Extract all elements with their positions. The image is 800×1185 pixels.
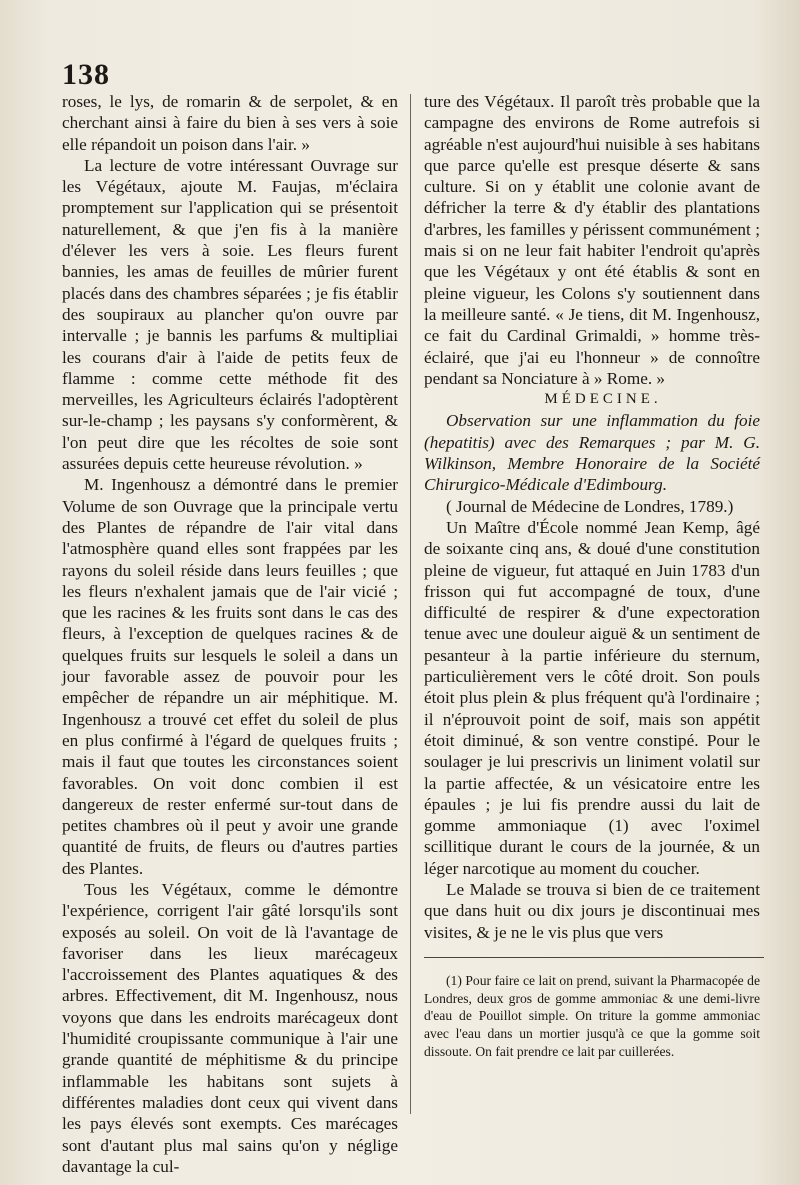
article-title: Observation sur une inflammation du foie (hepatitis) avec des Remarques ; par M. G. Wilkinson, Membre Honoraire de la Société Chirurgico-Médicale d'Edimbourg.: [424, 411, 760, 495]
paragraph: roses, le lys, de romarin & de serpolet, & en cherchant ainsi à faire du bien à ses vers à soie elle répandoit un poison dans l'air. »: [62, 92, 398, 154]
left-column: [62, 91, 398, 1177]
paragraph: Un Maître d'École nommé Jean Kemp, âgé de soixante cinq ans, & doué d'une constitution pleine de vigueur, fut attaqué en Juin 1783 d'un frisson qui fut accompagné de toux, d'une difficulté de respirer & d'une expectoration tenue avec une douleur aiguë & un sentiment de pesanteur à la partie inférieure du sternum, particulièrement vers le côté droit. Son pouls étoit plus plein & plus fréquent qu'à l'ordinaire ; il n'éprouvoit point de soif, mais son appétit étoit diminué, & son ventre constipé. Pour le soulager je lui prescrivis un liniment volatil sur la partie affectée, & un vésicatoire entre les épaules ; je lui fis prendre aussi du lait de gomme ammoniaque (1) avec l'oximel scillitique durant le cours de la journée, & un léger narcotique au moment du coucher.: [424, 517, 760, 878]
paragraph: Le Malade se trouva si bien de ce traitement que dans huit ou dix jours je discontinuai mes visites, & je ne le vis plus que vers: [424, 879, 760, 942]
article-source: ( Journal de Médecine de Londres, 1789.): [446, 496, 734, 516]
page-number: 138: [62, 58, 110, 91]
right-column: [424, 91, 760, 1061]
paragraph: La lecture de votre intéressant Ouvrage sur les Végétaux, ajoute M. Faujas, m'éclaira promptement sur l'application qui se présentoit naturellement, & que j'en fis à la manière d'élever les vers à soie. Les fleurs furent bannies, les amas de feuilles de mûrier furent placés dans des chambres séparées ; je fis établir des soupiraux au plancher qu'on ouvre par intervalle ; je bannis les parfums & multipliai les courans d'air à l'aide de petits feux de flamme : comme cette méthode fit des merveilles, les Agriculteurs éclairés l'adoptèrent sur-le-champ ; les paysans s'y conformèrent, & l'on peut dire que les récoltes de soie sont assurées depuis cette heureuse révolution. »: [62, 155, 398, 474]
footnote-divider: [424, 957, 764, 958]
column-divider: [410, 94, 411, 1114]
section-title: MÉDECINE.: [544, 391, 662, 408]
paragraph: M. Ingenhousz a démontré dans le premier Volume de son Ouvrage que la principale vertu des Plantes de répandre de l'air vital dans l'atmosphère quand elles sont frappées par les rayons du soleil réside dans leurs feuilles ; que les fleurs n'exhalent jamais que de l'air vicié ; que les racines & les fruits sont dans le cas des fleurs, à l'exception de quelques racines & de quelques fruits sur lesquels le soleil a dans un jour favorable assez de pouvoir pour les empêcher de répandre un air méphitique. M. Ingenhousz a trouvé cet effet du soleil de plus en plus confirmé à l'égard de quelques fruits ; mais il faut que toutes les circonstances soient favorables. On voit donc combien il est dangereux de rester enfermé sur-tout dans de petites chambres où il peut y avoir une grande quantité de fruits, de fleurs ou d'autres parties des Plantes.: [62, 475, 398, 878]
paragraph: ture des Végétaux. Il paroît très probable que la campagne des environs de Rome autrefois si agréable n'est aujourd'hui nuisible à ses habitans que parce qu'elle est presque déserte & sans culture. Si on y établit une colonie avant de défricher la terre & d'y établir des plantations d'arbres, les familles y périssent communément ; mais si on ne leur fait habiter l'endroit qu'après que les Végétaux y ont été établis & sont en pleine vigueur, les Colons s'y soutiennent dans la meilleure santé. « Je tiens, dit M. Ingenhousz, ce fait du Cardinal Grimaldi, » homme très-éclairé, que j'ai eu l'honneur » de connoître pendant sa Nonciature à » Rome. »: [424, 92, 760, 388]
footnote: (1) Pour faire ce lait on prend, suivant la Pharmacopée de Londres, deux gros de gomme ammoniac & une demi-livre d'eau de Pouillot simple. On triture la gomme ammoniac avec l'eau dans un mortier jusqu'à ce que la gomme soit dissoute. On fait prendre ce lait par cuillerées.: [424, 972, 760, 1060]
paragraph: Tous les Végétaux, comme le démontre l'expérience, corrigent l'air gâté lorsqu'ils sont exposés au soleil. On voit de là l'avantage de favoriser dans les lieux marécageux l'accroissement des Plantes aquatiques & des arbres. Effectivement, dit M. Ingenhousz, nous voyons que dans les endroits marécageux dont l'humidité croupissante communique à l'air une grande quantité de méphitisme & du principe inflammable les habitans sont sujets à différentes maladies dont ceux qui vivent dans les pays élevés sont exempts. Ces marécages sont d'autant plus mal sains qu'on y néglige davantage la cul-: [62, 879, 398, 1176]
